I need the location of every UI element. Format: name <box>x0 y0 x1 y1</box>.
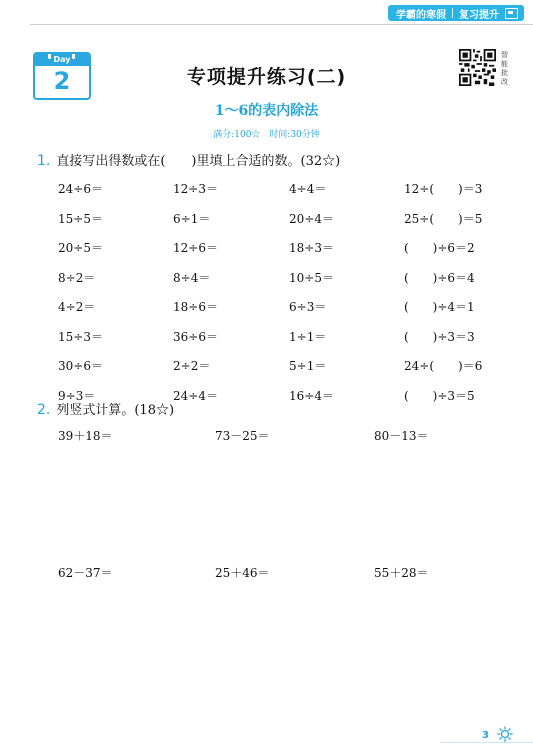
time-limit: 时间:30分钟 <box>269 130 320 140</box>
division-item: 20÷5＝ <box>58 241 103 255</box>
score-time-info <box>0 127 533 140</box>
division-item: 4÷2＝ <box>58 300 96 314</box>
division-item: ( )÷6＝4 <box>404 270 475 285</box>
day-label: Day <box>35 54 89 66</box>
vertical-calc-item: 73－25＝ <box>215 429 270 443</box>
question-number: 2. <box>37 402 51 418</box>
day-number: 2 <box>53 67 71 95</box>
division-item: 5÷1＝ <box>289 359 327 373</box>
division-item: 6÷1＝ <box>173 211 211 226</box>
division-item: 9÷3＝ <box>58 388 96 403</box>
division-item: 36÷6＝ <box>173 329 218 344</box>
division-item: 4÷4＝ <box>289 182 327 196</box>
division-item: 8÷2＝ <box>58 270 96 285</box>
division-item: 12÷6＝ <box>173 241 218 255</box>
calendar-ring-icon <box>71 52 76 60</box>
question-text: 列竖式计算。(18☆) <box>56 403 175 418</box>
division-item: 18÷3＝ <box>289 241 334 255</box>
vertical-calc-item: 25＋46＝ <box>215 566 270 580</box>
sun-icon <box>497 726 513 742</box>
division-item: 16÷4＝ <box>289 388 334 403</box>
screen-icon <box>505 8 518 19</box>
division-item: 30÷6＝ <box>58 359 103 373</box>
full-score: 满分:100☆ <box>213 130 261 140</box>
division-item: 2÷2＝ <box>173 359 211 373</box>
vertical-calc-item: 55＋28＝ <box>374 566 429 580</box>
division-item: 24÷4＝ <box>173 388 218 403</box>
vertical-calc-item: 62－37＝ <box>58 566 113 580</box>
division-item: 15÷5＝ <box>58 211 103 226</box>
division-item: 20÷4＝ <box>289 211 334 226</box>
qr-code-icon[interactable] <box>459 49 496 86</box>
footer-rule <box>440 742 533 743</box>
brand-name: 学霸的寒假 <box>396 9 446 21</box>
division-item: 18÷6＝ <box>173 300 218 314</box>
vertical-calc-item: 80－13＝ <box>374 429 429 443</box>
division-item: 15÷3＝ <box>58 329 103 344</box>
question-1-heading <box>37 150 340 169</box>
division-item: 24÷6＝ <box>58 182 103 196</box>
calendar-ring-icon <box>47 52 52 60</box>
brand-divider <box>452 8 453 18</box>
division-item: 10÷5＝ <box>289 270 334 285</box>
division-item: ( )÷6＝2 <box>404 241 475 255</box>
division-item: 25÷( )＝5 <box>404 211 483 226</box>
division-item: 24÷( )＝6 <box>404 359 483 373</box>
vertical-calc-item: 39＋18＝ <box>58 429 113 443</box>
brand-badge <box>388 5 524 21</box>
division-item: 8÷4＝ <box>173 270 211 285</box>
division-item: 1÷1＝ <box>289 329 327 344</box>
division-item: 12÷( )＝3 <box>404 182 483 196</box>
division-item: 12÷3＝ <box>173 182 218 196</box>
question-text: 直接写出得数或在( )里填上合适的数。(32☆) <box>56 154 341 169</box>
header-rule <box>30 24 533 25</box>
division-item: ( )÷3＝3 <box>404 329 475 344</box>
page-title: 专项提升练习(二) <box>186 66 347 88</box>
division-item: ( )÷3＝5 <box>404 388 475 403</box>
page-subtitle: 1～6的表内除法 <box>214 103 319 119</box>
page-number: 3 <box>482 730 489 741</box>
qr-label: 智能批改 <box>501 51 508 86</box>
question-number: 1. <box>37 153 51 169</box>
question-2-heading <box>37 399 174 418</box>
division-item: 6÷3＝ <box>289 300 327 314</box>
division-item: ( )÷4＝1 <box>404 300 475 314</box>
section-name: 复习提升 <box>459 9 499 21</box>
